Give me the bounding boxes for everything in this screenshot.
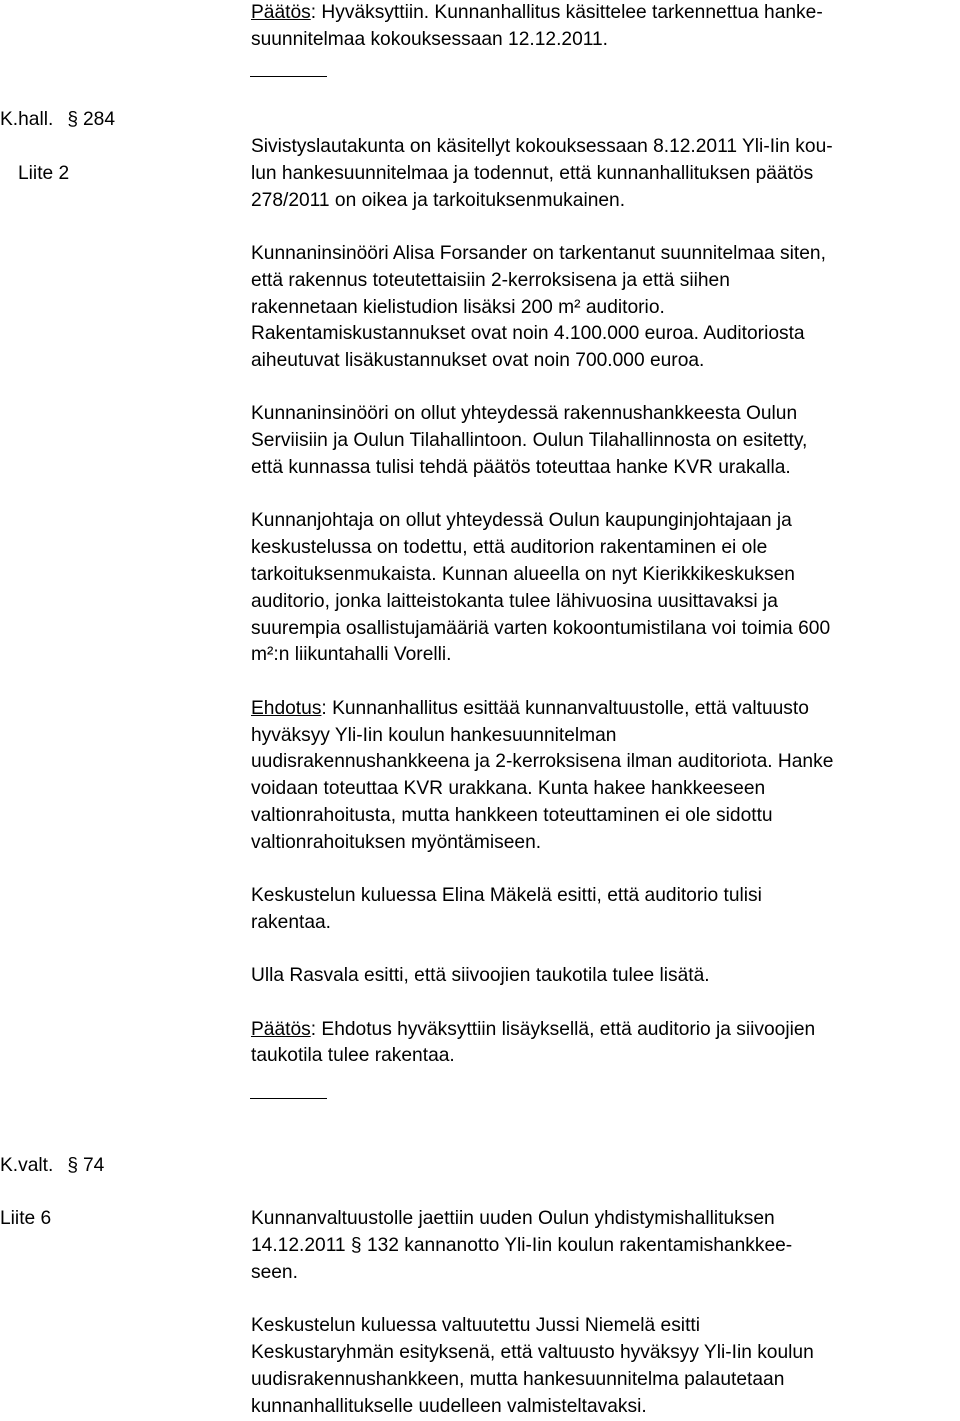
discussion-line: rakentaa. [251,912,332,933]
proposal-line: valtionrahoitusta, mutta hankkeen toteuttaminen ei ole sidottu [251,805,773,826]
intro-line: 14.12.2011 § 132 kannanotto Yli-Iin koulun rakentamishankkee- [251,1235,793,1256]
proposal-line-1 [251,696,809,723]
decision-label: Päätös [251,1019,311,1040]
section-sign: § [67,1155,78,1176]
paragraph-line: auditorio, jonka laitteistokanta tulee lähivuosina uusittavaksi ja [251,591,778,612]
intro-line: Sivistyslautakunta on käsitellyt kokouksessaan 8.12.2011 Yli-Iin kou- [251,136,833,157]
proposal-line: voidaan toteuttaa KVR urakkana. Kunta hakee hankkeeseen [251,778,766,799]
paragraph-line: m²:n liikuntahalli Vorelli. [251,644,452,665]
proposal-line: uudisrakennushankkeena ja 2-kerroksisena ilman auditoriota. Hanke [251,751,834,772]
decision-text: : Hyväksyttiin. Kunnanhallitus käsittelee tarkennettua hanke- [310,2,823,23]
paragraph-line: tarkoituksenmukaista. Kunnan alueella on nyt Kierikkikeskuksen [251,564,795,585]
proposal-label: Ehdotus [251,698,322,719]
section-number: 74 [83,1155,105,1176]
discussion-line: Keskustelun kuluessa Elina Mäkelä esitti, että auditorio tulisi [251,885,762,906]
previous-decision-line-1 [251,0,823,27]
paragraph-line: Kunnaninsinööri on ollut yhteydessä rakennushankkeesta Oulun [251,403,798,424]
body-ref: K.hall. [0,109,54,130]
paragraph-line: että rakennus toteutettaisiin 2-kerroksisena ja että siihen [251,270,730,291]
intro-line: seen. [251,1262,298,1283]
proposal-line: valtionrahoituksen myöntämiseen. [251,832,542,853]
section-divider [250,76,327,77]
intro-line: lun hankesuunnitelmaa ja todennut, että kunnanhallituksen päätös [251,163,814,184]
section-heading-kvalt [0,1153,104,1180]
discussion-line: Keskustelun kuluessa valtuutettu Jussi Niemelä esitti [251,1315,700,1336]
previous-decision-line-2: suunnitelmaa kokouksessaan 12.12.2011. [251,29,608,50]
paragraph-line: Serviisiin ja Oulun Tilahallintoon. Oulun Tilahallinnosta on esitetty, [251,430,808,451]
section-sign: § [67,109,78,130]
decision-line-1 [251,1017,815,1044]
intro-line: Kunnanvaltuustolle jaettiin uuden Oulun yhdistymishallituksen [251,1208,775,1229]
paragraph-line: Rakentamiskustannukset ovat noin 4.100.000 euroa. Auditoriosta [251,323,805,344]
proposal-line: hyväksyy Yli-Iin koulun hankesuunnitelman [251,725,617,746]
paragraph-line: Kunnanjohtaja on ollut yhteydessä Oulun kaupunginjohtajaan ja [251,510,792,531]
addition-line: Ulla Rasvala esitti, että siivoojien taukotila tulee lisätä. [251,965,710,986]
decision-text: : Ehdotus hyväksyttiin lisäyksellä, että auditorio ja siivoojien [310,1019,816,1040]
paragraph-line: rakennetaan kielistudion lisäksi 200 m² auditorio. [251,297,665,318]
discussion-line: Keskustaryhmän esityksenä, että valtuusto hyväksyy Yli-Iin koulun [251,1342,814,1363]
attachment-ref: Liite 2 [18,163,70,184]
paragraph-line: että kunnassa tulisi tehdä päätös toteuttaa hanke KVR urakalla. [251,457,791,478]
section-divider [250,1098,327,1099]
decision-line: taukotila tulee rakentaa. [251,1045,455,1066]
section-heading-khall [0,107,115,134]
paragraph-line: Kunnaninsinööri Alisa Forsander on tarkentanut suunnitelmaa siten, [251,243,826,264]
intro-line: 278/2011 on oikea ja tarkoituksenmukainen. [251,190,626,211]
paragraph-line: keskustelussa on todettu, että auditorion rakentaminen ei ole [251,537,768,558]
decision-label: Päätös [251,2,311,23]
body-ref: K.valt. [0,1155,54,1176]
section-number: 284 [83,109,116,130]
discussion-line: uudisrakennushankkeen, mutta hankesuunnitelma palautetaan [251,1369,785,1390]
attachment-ref: Liite 6 [0,1208,52,1229]
discussion-line: kunnanhallitukselle uudelleen valmisteltavaksi. [251,1396,647,1417]
paragraph-line: suurempia osallistujamääriä varten kokoontumistilana voi toimia 600 [251,618,831,639]
proposal-text: : Kunnanhallitus esittää kunnanvaltuustolle, että valtuusto [321,698,809,719]
paragraph-line: aiheutuvat lisäkustannukset ovat noin 700.000 euroa. [251,350,705,371]
